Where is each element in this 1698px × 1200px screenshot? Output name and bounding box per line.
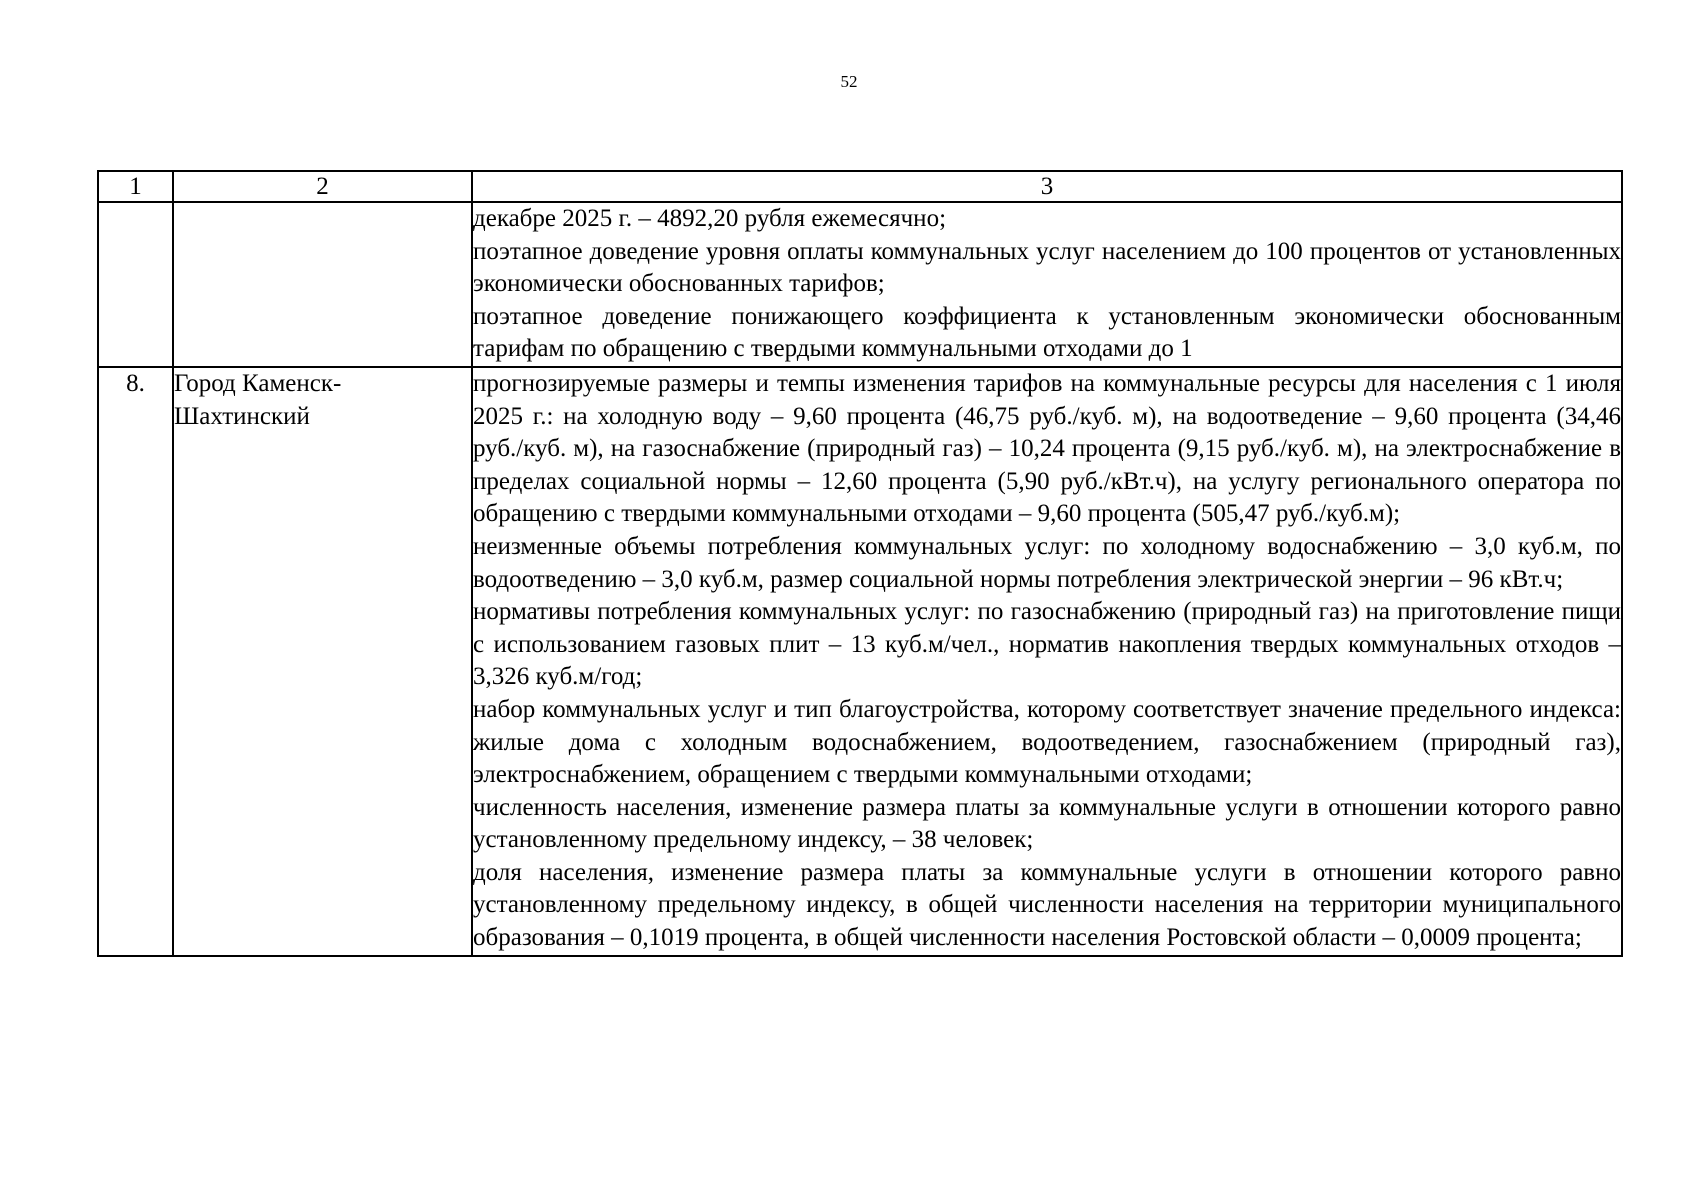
indicator-paragraph: набор коммунальных услуг и тип благоустройства, которому соответствует значение предельного индекса: жилые дома с холодным водоснабжением, водоотведением, газоснабжением (природный газ), электроснабжением, обращением с твердыми коммунальными отходами; <box>473 695 1621 789</box>
column-header-2: 2 <box>173 171 472 202</box>
municipality-name-cell: Город Каменск-Шахтинский <box>173 367 472 956</box>
row-number-cell <box>98 202 173 367</box>
indicator-paragraph: прогнозируемые размеры и темпы изменения тарифов на коммунальные ресурсы для населения с 1 июля 2025 г.: на холодную воду – 9,60 процента (46,75 руб./куб. м), на водоотведение – 9,60 процента (34,46 руб./куб. м), на газоснабжение (природный газ) – 10,24 процента (9,15 руб./куб. м), на электроснабжение в пределах социальной нормы – 12,60 процента (5,90 руб./кВт.ч), на услугу регионального оператора по обращению с твердыми коммунальными отходами – 9,60 процента (505,47 руб./куб.м); <box>473 369 1621 528</box>
tariff-table <box>97 170 1623 957</box>
row-number-cell: 8. <box>98 367 173 956</box>
indicators-cell <box>472 367 1622 956</box>
indicator-paragraph: численность населения, изменение размера платы за коммунальные услуги в отношении которого равно установленному предельному индексу, – 38 человек; <box>473 793 1621 854</box>
indicator-paragraph: поэтапное доведение понижающего коэффициента к установленным экономически обоснованным тарифам по обращению с твердыми коммунальными отходами до 1 <box>473 302 1621 363</box>
table-row <box>98 367 1622 956</box>
municipality-name-cell <box>173 202 472 367</box>
table-row <box>98 202 1622 367</box>
indicator-paragraph: поэтапное доведение уровня оплаты коммунальных услуг населением до 100 процентов от установленных экономически обоснованных тарифов; <box>473 237 1621 298</box>
table-header-row <box>98 171 1622 202</box>
indicator-paragraph: нормативы потребления коммунальных услуг: по газоснабжению (природный газ) на приготовление пищи с использованием газовых плит – 13 куб.м/чел., норматив накопления твердых коммунальных отходов – 3,326 куб.м/год; <box>473 598 1621 691</box>
indicators-cell <box>472 202 1622 367</box>
indicator-paragraph: неизменные объемы потребления коммунальных услуг: по холодному водоснабжению – 3,0 куб.м, по водоотведению – 3,0 куб.м, размер социальной нормы потребления электрической энергии – 96 кВт.ч; <box>473 532 1621 593</box>
column-header-1: 1 <box>98 171 173 202</box>
column-header-3: 3 <box>472 171 1622 202</box>
indicator-paragraph: декабре 2025 г. – 4892,20 рубля ежемесячно; <box>473 205 947 232</box>
indicator-paragraph: доля населения, изменение размера платы за коммунальные услуги в отношении которого равно установленному предельному индексу, в общей численности населения на территории муниципального образования – 0,1019 процента, в общей численности населения Ростовской области – 0,0009 процента; <box>473 858 1621 952</box>
page-number: 52 <box>840 72 858 91</box>
